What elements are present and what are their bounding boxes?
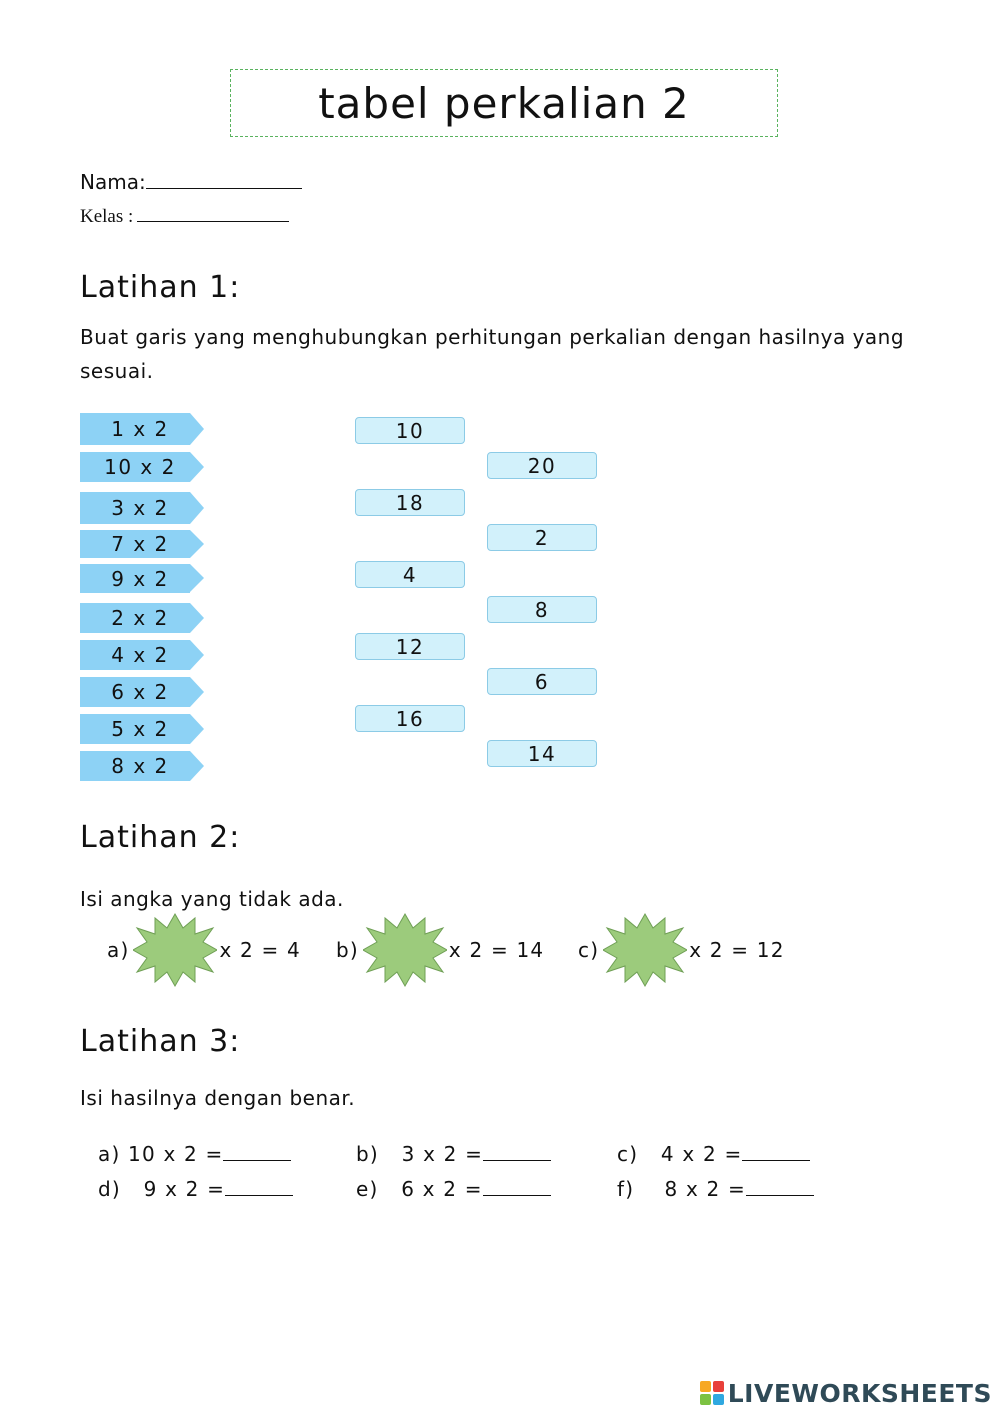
answer-box[interactable]: 14 <box>487 740 597 767</box>
brand-footer[interactable] <box>699 1379 992 1407</box>
answer-box[interactable]: 18 <box>355 489 465 516</box>
page-title: tabel perkalian 2 <box>230 69 778 137</box>
starburst-input-icon[interactable] <box>603 912 687 988</box>
item-label: d) <box>98 1177 121 1201</box>
brand-name: LIVEWORKSHEETS <box>727 1378 992 1408</box>
missing-number-item <box>578 912 785 988</box>
question-tag[interactable] <box>80 640 204 670</box>
calc-item <box>98 1175 293 1201</box>
answer-input-line[interactable] <box>742 1140 810 1161</box>
latihan2-instruction: Isi angka yang tidak ada. <box>80 887 344 911</box>
liveworksheets-logo-icon <box>699 1380 725 1406</box>
question-text: 7 x 2 <box>111 532 169 556</box>
question-text: 6 x 2 <box>111 680 169 704</box>
item-label: a) <box>98 1142 121 1166</box>
item-expression: 6 x 2 = <box>401 1177 483 1201</box>
starburst-input-icon[interactable] <box>133 912 217 988</box>
item-label: b) <box>356 1142 379 1166</box>
item-expression: x 2 = 4 <box>219 938 301 962</box>
answer-box[interactable]: 2 <box>487 524 597 551</box>
item-label: b) <box>336 938 359 962</box>
question-text: 1 x 2 <box>111 417 169 441</box>
item-label: c) <box>578 938 600 962</box>
kelas-label: Kelas : <box>80 206 134 227</box>
calc-item <box>356 1175 551 1201</box>
question-tag[interactable] <box>80 530 204 558</box>
answer-input-line[interactable] <box>483 1175 551 1196</box>
item-label: e) <box>356 1177 379 1201</box>
item-expression: 8 x 2 = <box>664 1177 746 1201</box>
answer-input-line[interactable] <box>225 1175 293 1196</box>
item-label: a) <box>107 938 130 962</box>
latihan1-instruction-line1: Buat garis yang menghubungkan perhitungan perkalian dengan hasilnya yang <box>80 325 905 349</box>
calc-item <box>617 1140 810 1166</box>
calc-item <box>98 1140 291 1166</box>
item-label: f) <box>617 1177 635 1201</box>
answer-box[interactable]: 16 <box>355 705 465 732</box>
answer-box[interactable]: 10 <box>355 417 465 444</box>
item-expression: 10 x 2 = <box>128 1142 224 1166</box>
question-text: 9 x 2 <box>111 566 169 591</box>
kelas-input-line[interactable] <box>137 203 289 222</box>
answer-input-line[interactable] <box>483 1140 551 1161</box>
answer-box[interactable]: 6 <box>487 668 597 695</box>
item-expression: x 2 = 12 <box>689 938 785 962</box>
missing-number-item <box>107 912 301 988</box>
calc-item <box>356 1140 551 1166</box>
answer-input-line[interactable] <box>223 1140 291 1161</box>
nama-field <box>80 168 302 194</box>
question-text: 8 x 2 <box>111 754 169 778</box>
answer-box[interactable]: 20 <box>487 452 597 479</box>
question-text: 4 x 2 <box>111 643 169 667</box>
latihan2-heading: Latihan 2: <box>80 820 241 855</box>
question-text: 10 x 2 <box>104 455 176 479</box>
answer-box[interactable]: 8 <box>487 596 597 623</box>
question-tag[interactable] <box>80 714 204 744</box>
starburst-input-icon[interactable] <box>363 912 447 988</box>
nama-label: Nama: <box>80 170 146 194</box>
latihan1-instruction-line2: sesuai. <box>80 359 154 383</box>
calc-item <box>617 1175 814 1201</box>
answer-input-line[interactable] <box>746 1175 814 1196</box>
item-expression: x 2 = 14 <box>448 938 545 962</box>
nama-input-line[interactable] <box>146 168 302 189</box>
latihan1-heading: Latihan 1: <box>80 270 241 305</box>
answer-box[interactable]: 12 <box>355 633 465 660</box>
missing-number-item <box>336 912 544 988</box>
question-text: 2 x 2 <box>111 606 169 630</box>
question-tag[interactable] <box>80 677 204 707</box>
item-expression: 9 x 2 = <box>143 1177 226 1201</box>
question-tag[interactable] <box>80 564 204 593</box>
kelas-field <box>80 203 289 228</box>
question-text: 3 x 2 <box>111 496 169 520</box>
question-tag[interactable] <box>80 452 204 482</box>
item-expression: 3 x 2 = <box>401 1142 484 1166</box>
question-tag[interactable] <box>80 413 204 445</box>
latihan3-instruction: Isi hasilnya dengan benar. <box>80 1086 356 1110</box>
answer-box[interactable]: 4 <box>355 561 465 588</box>
question-tag[interactable] <box>80 751 204 781</box>
question-tag[interactable] <box>80 492 204 524</box>
question-tag[interactable] <box>80 603 204 633</box>
latihan3-heading: Latihan 3: <box>80 1024 241 1059</box>
question-text: 5 x 2 <box>111 717 169 741</box>
item-expression: 4 x 2 = <box>660 1142 743 1166</box>
item-label: c) <box>617 1142 639 1166</box>
